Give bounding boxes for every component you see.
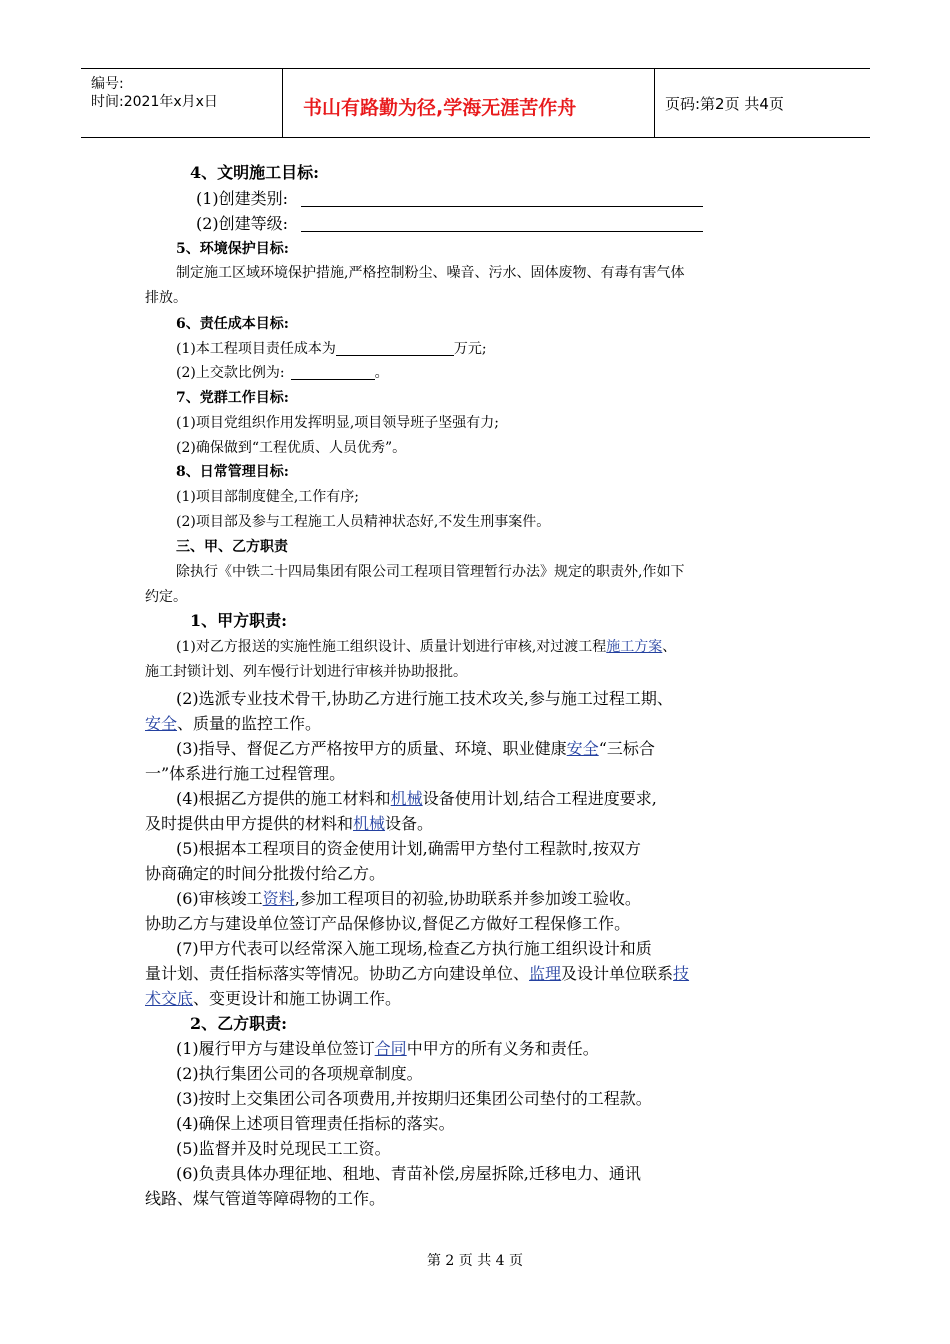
- party-a-item-3-line-2: 一”体系进行施工过程管理。: [145, 764, 346, 783]
- section-6-line-2-end: 。: [374, 365, 389, 381]
- party-a-item-1-text: (1)对乙方报送的实施性施工组织设计、质量计划进行审核,对过渡工程: [176, 639, 607, 655]
- link-machinery-2[interactable]: 机械: [353, 814, 386, 833]
- section-6-line-2: [176, 362, 389, 382]
- party-a-item-3-line-1: [176, 736, 655, 759]
- section-4-title: 4、文明施工目标:: [190, 163, 320, 182]
- section-7-line-2: (2)确保做到“工程优质、人员优秀”。: [176, 440, 407, 456]
- section-4-line-1-text: (1)创建类别:: [196, 189, 289, 208]
- party-b-item-1-text-b: 中甲方的所有义务和责任。: [406, 1039, 599, 1058]
- section-5-para-line-1: 制定施工区域环境保护措施,严格控制粉尘、噪音、污水、固体废物、有毒有害气体: [176, 265, 685, 281]
- party-a-item-5-line-1: (5)根据本工程项目的资金使用计划,确需甲方垫付工程款时,按双方: [176, 839, 641, 858]
- party-a-item-4-line-2: [145, 811, 433, 834]
- blank-underline: [291, 365, 375, 380]
- link-technical-briefing[interactable]: 技: [673, 964, 690, 983]
- page-header: [81, 68, 870, 138]
- section-7-line-1: (1)项目党组织作用发挥明显,项目领导班子坚强有力;: [176, 415, 499, 431]
- party-a-item-7-text-c: 及设计单位联系: [561, 964, 674, 983]
- party-a-item-1-line-2: 施工封锁计划、列车慢行计划进行审核并协助报批。: [145, 664, 467, 680]
- party-a-item-6-text-b: ,参加工程项目的初验,协助联系并参加竣工验收。: [294, 889, 641, 908]
- section-4-line-2-text: (2)创建等级:: [196, 214, 289, 233]
- party-a-item-3-text: (3)指导、督促乙方严格按甲方的质量、环境、职业健康: [176, 739, 567, 758]
- party-b-item-6-line-1: (6)负责具体办理征地、租地、青苗补偿,房屋拆除,迁移电力、通讯: [176, 1164, 641, 1183]
- party-b-item-6-line-2: 线路、煤气管道等障碍物的工作。: [145, 1189, 386, 1208]
- section-6-title: 6、责任成本目标:: [176, 316, 289, 332]
- party-a-item-6-line-1: [176, 886, 641, 909]
- party-a-item-6-line-2: 协助乙方与建设单位签订产品保修协议,督促乙方做好工程保修工作。: [145, 914, 631, 933]
- section-8-line-2: (2)项目部及参与工程施工人员精神状态好,不发生刑事案件。: [176, 514, 551, 530]
- time-label: 时间:2021年x月x日: [91, 94, 218, 110]
- party-a-item-1-sep: 、: [662, 639, 677, 655]
- link-supervision[interactable]: 监理: [529, 964, 562, 983]
- party-a-item-2-line-2: [145, 711, 321, 734]
- section-5-title: 5、环境保护目标:: [176, 241, 289, 257]
- header-page-label: 页码:第2页 共4页: [665, 95, 784, 113]
- party-a-item-4-text: (4)根据乙方提供的施工材料和: [176, 789, 391, 808]
- page-footer: 第 2 页 共 4 页: [426, 1253, 524, 1269]
- section-8-line-1: (1)项目部制度健全,工作有序;: [176, 489, 359, 505]
- blank-underline: [336, 341, 454, 356]
- section-6-line-1-text: (1)本工程项目责任成本为: [176, 341, 336, 357]
- party-a-item-7-text-b: 量计划、责任指标落实等情况。协助乙方向建设单位、: [145, 964, 530, 983]
- party-b-item-3: (3)按时上交集团公司各项费用,并按期归还集团公司垫付的工程款。: [176, 1089, 652, 1108]
- link-contract[interactable]: 合同: [374, 1039, 407, 1058]
- part-3-title: 三、甲、乙方职责: [176, 539, 288, 555]
- blank-underline: [301, 215, 703, 232]
- party-a-item-4-text-d: 设备。: [385, 814, 434, 833]
- link-safety[interactable]: 安全: [145, 714, 178, 733]
- party-a-item-1-line-1: [176, 636, 676, 656]
- section-6-line-1-unit: 万元;: [453, 341, 487, 357]
- motto: 书山有路勤为径,学海无涯苦作舟: [303, 97, 577, 119]
- party-a-item-4-text-b: 设备使用计划,结合工程进度要求,: [422, 789, 657, 808]
- number-label: 编号:: [91, 76, 124, 92]
- link-safety-2[interactable]: 安全: [566, 739, 599, 758]
- section-6-line-1: [176, 338, 487, 358]
- party-b-title: 2、乙方职责:: [190, 1014, 288, 1033]
- party-b-item-4: (4)确保上述项目管理责任指标的落实。: [176, 1114, 455, 1133]
- part-3-para-line-1: 除执行《中铁二十四局集团有限公司工程项目管理暂行办法》规定的职责外,作如下: [176, 564, 685, 580]
- party-a-item-7-line-3: [145, 986, 401, 1009]
- section-7-title: 7、党群工作目标:: [176, 390, 289, 406]
- link-technical-briefing-cont[interactable]: 术交底: [145, 989, 194, 1008]
- part-3-para-line-2: 约定。: [145, 589, 187, 605]
- party-a-item-2-line-1: (2)选派专业技术骨干,协助乙方进行施工技术攻关,参与施工过程工期、: [176, 689, 673, 708]
- section-6-line-2-text: (2)上交款比例为:: [176, 365, 285, 381]
- section-4-line-1: [196, 186, 703, 209]
- header-motto-cell: [283, 69, 655, 137]
- party-a-item-6-text: (6)审核竣工: [176, 889, 263, 908]
- party-b-item-5: (5)监督并及时兑现民工工资。: [176, 1139, 391, 1158]
- link-construction-plan[interactable]: 施工方案: [606, 639, 663, 655]
- party-a-item-7-text-d: 、变更设计和施工协调工作。: [193, 989, 402, 1008]
- header-info-cell: [81, 69, 283, 137]
- section-4-line-2: [196, 211, 703, 234]
- party-a-item-4-text-c: 及时提供由甲方提供的材料和: [145, 814, 354, 833]
- party-a-title: 1、甲方职责:: [190, 611, 288, 630]
- party-b-item-1-text: (1)履行甲方与建设单位签订: [176, 1039, 375, 1058]
- party-b-item-2: (2)执行集团公司的各项规章制度。: [176, 1064, 423, 1083]
- party-a-item-3-text-b: “三标合: [598, 739, 655, 758]
- party-a-item-4-line-1: [176, 786, 657, 809]
- blank-underline: [301, 190, 703, 207]
- party-a-item-7-line-1: (7)甲方代表可以经常深入施工现场,检查乙方执行施工组织设计和质: [176, 939, 652, 958]
- link-documents[interactable]: 资料: [262, 889, 295, 908]
- party-b-item-1: [176, 1036, 599, 1059]
- link-machinery[interactable]: 机械: [390, 789, 423, 808]
- party-a-item-5-line-2: 协商确定的时间分批拨付给乙方。: [145, 864, 386, 883]
- party-a-item-7-line-2: [145, 961, 689, 984]
- section-8-title: 8、日常管理目标:: [176, 464, 289, 480]
- section-5-para-line-2: 排放。: [145, 290, 187, 306]
- party-a-item-2-text: 、质量的监控工作。: [177, 714, 322, 733]
